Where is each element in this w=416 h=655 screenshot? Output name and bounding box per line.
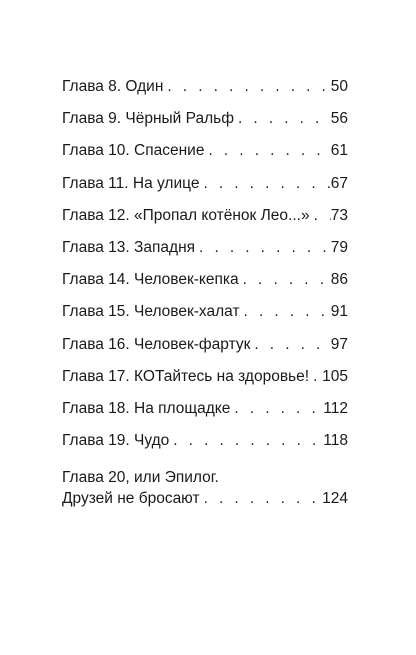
toc-entry-title: Глава 8. Один <box>62 78 164 95</box>
table-of-contents <box>62 71 348 510</box>
toc-entry-title-line1: Глава 20, или Эпилог. <box>62 469 219 487</box>
toc-entry-title: Глава 9. Чёрный Ральф <box>62 110 234 128</box>
toc-entry-page: 79 <box>330 238 348 256</box>
toc-entry <box>62 329 348 361</box>
toc-entry-title: Глава 17. КОТайтесь на здоровье! <box>62 367 310 385</box>
dot-leader <box>310 200 331 232</box>
toc-entry-title: Глава 19. Чудо <box>62 432 170 450</box>
dot-leader <box>230 393 323 425</box>
dot-leader <box>200 488 323 510</box>
dot-leader <box>204 135 330 167</box>
toc-entry-title: Глава 15. Человек-халат <box>62 303 240 321</box>
toc-entry-title: Глава 16. Человек-фартук <box>62 335 251 353</box>
toc-entry-page: 56 <box>330 110 348 128</box>
dot-leader <box>195 232 331 264</box>
toc-entry <box>62 71 348 103</box>
toc-entry <box>62 488 348 510</box>
toc-entry <box>62 264 348 296</box>
toc-entry-title: Глава 10. Спасение <box>62 142 205 160</box>
toc-entry-page: 105 <box>322 367 348 385</box>
dot-leader <box>234 103 331 135</box>
toc-entry-page: 86 <box>330 271 348 289</box>
toc-entry-page: 97 <box>330 335 348 353</box>
toc-entry-title: Глава 12. «Пропал котёнок Лео...» <box>62 206 310 224</box>
dot-leader <box>240 296 331 328</box>
toc-entry-page: 73 <box>330 206 348 224</box>
toc-entry <box>62 425 348 457</box>
dot-leader <box>309 361 322 393</box>
toc-entry-page: 61 <box>330 142 348 160</box>
toc-entry-page: 50 <box>330 78 348 95</box>
toc-entry-title: Глава 13. Западня <box>62 238 196 256</box>
toc-entry <box>62 135 348 167</box>
toc-entry-title: Глава 14. Человек-кепка <box>62 271 239 289</box>
dot-leader <box>250 329 330 361</box>
toc-entry <box>62 200 348 232</box>
toc-entry <box>62 232 348 264</box>
toc-entry-epilogue <box>62 468 348 510</box>
dot-leader <box>163 71 330 103</box>
toc-entry-page: 112 <box>323 399 348 417</box>
toc-entry <box>62 296 348 328</box>
dot-leader <box>199 168 330 200</box>
toc-entry-title: Глава 18. На площадке <box>62 399 231 417</box>
dot-leader <box>169 425 323 457</box>
toc-entry-page: 67 <box>330 174 348 192</box>
toc-entry-page: 91 <box>330 303 348 321</box>
toc-entry-page: 118 <box>323 432 348 450</box>
toc-entry-title: Глава 11. На улице <box>62 174 200 192</box>
toc-entry <box>62 103 348 135</box>
toc-entry <box>62 168 348 200</box>
toc-entry-title-line2: Друзей не бросают <box>62 490 200 508</box>
toc-entry-page: 124 <box>322 490 348 508</box>
dot-leader <box>239 264 331 296</box>
toc-entry <box>62 361 348 393</box>
toc-entry <box>62 393 348 425</box>
